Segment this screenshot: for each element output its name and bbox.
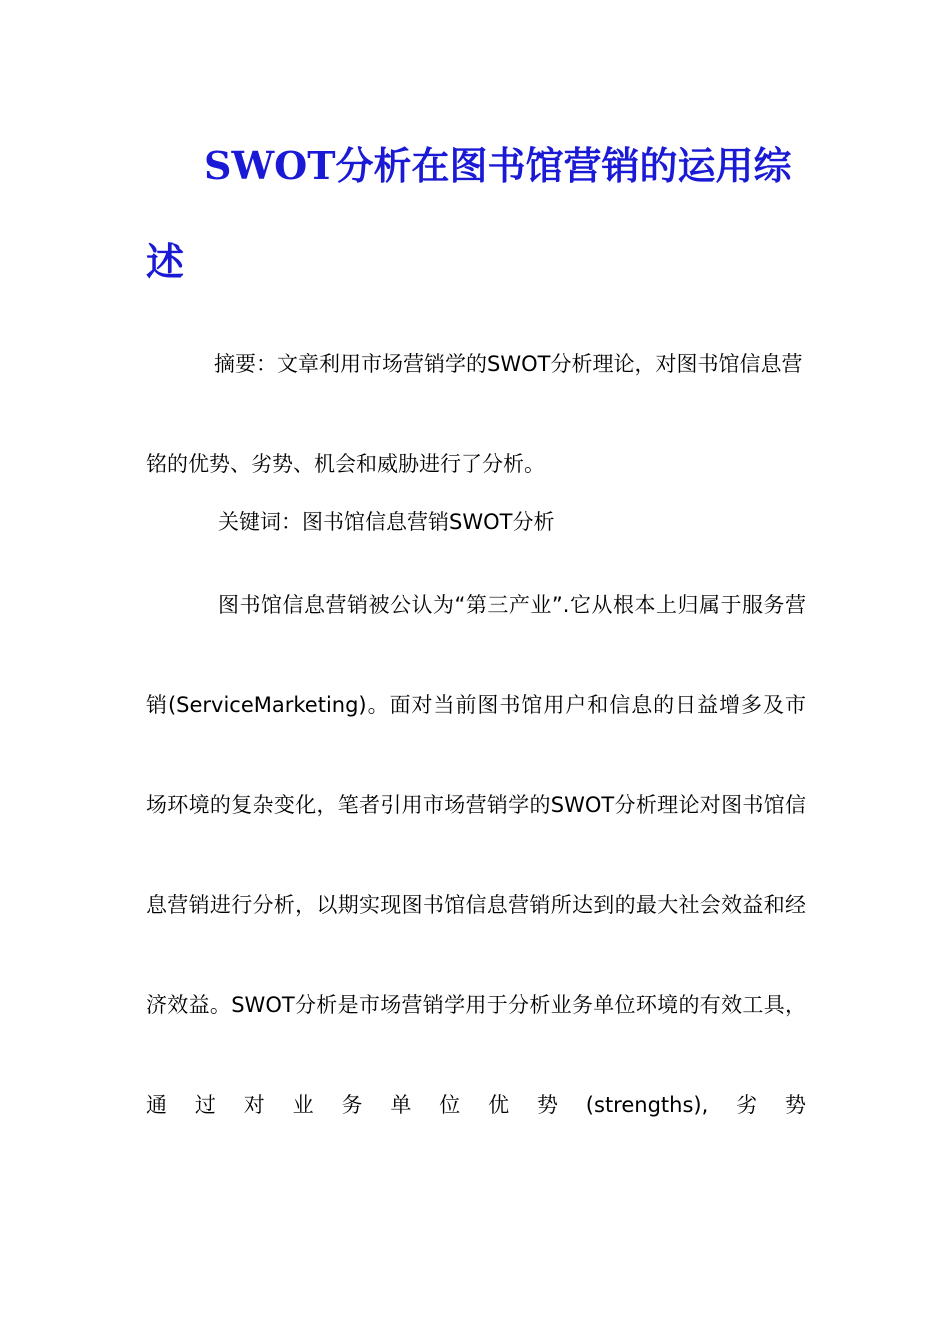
abstract-paragraph: 摘要：文章利用市场营销学的SWOT分析理论，对图书馆信息营铭的优势、劣势、机会和威胁进行了分析。 [146,352,803,476]
keywords-paragraph: 关键词：图书馆信息营销SWOT分析 [218,510,555,534]
body-paragraph: 图书馆信息营销被公认为“第三产业”.它从根本上归属于服务营销(ServiceMarketing)。面对当前图书馆用户和信息的日益增多及市场环境的复杂变化，笔者引用市场营销学的SWOT分析理论对图书馆信息营销进行分析，以期实现图书馆信息营销所达到的最大社会效益和经济效益。SWOT分析是市场营销学用于分析业务单位环境的有效工具，通过对业务单位优势(strengths),劣势 [146,593,806,1117]
document-title: SWOT分析在图书馆营销的运用综述 [146,143,792,284]
